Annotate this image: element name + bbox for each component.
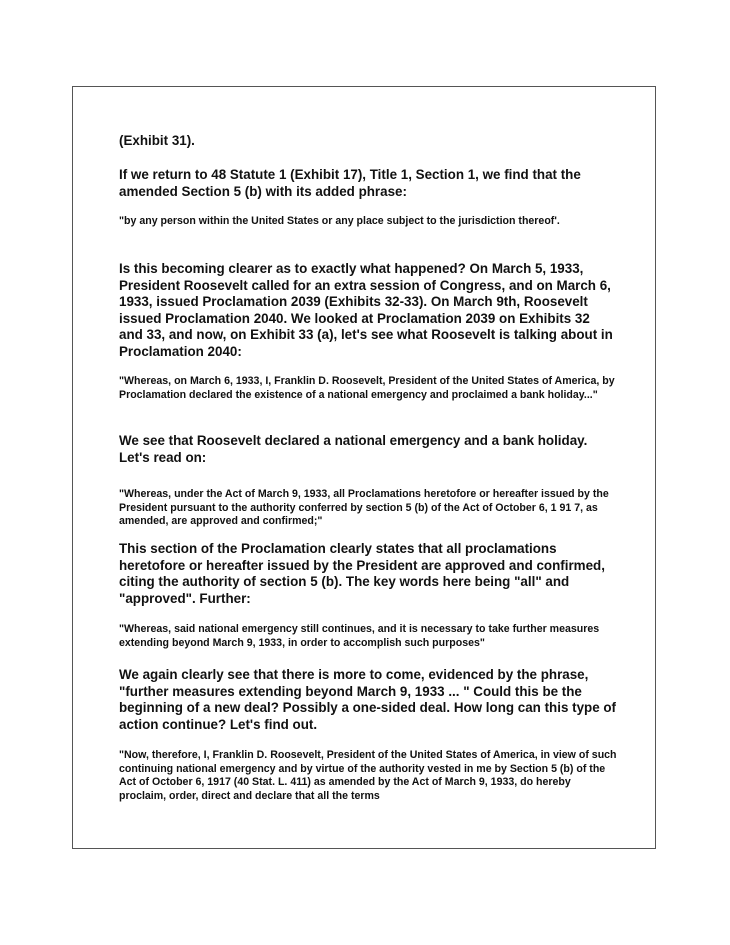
quote-national-emergency: "Whereas, on March 6, 1933, I, Franklin D. Roosevelt, President of the United States of America, by Proclamation declared the existence of a national emergency and proclaimed a bank holiday..."	[119, 375, 615, 401]
document-page	[72, 86, 656, 849]
quote-approved-confirmed: "Whereas, under the Act of March 9, 1933, all Proclamations heretofore or hereafter issued by the President pursuant to the authority conferred by section 5 (b) of the Act of October 6, 1 91 7, as amended, are approved and confirmed;"	[119, 488, 609, 528]
paragraph-key-words: This section of the Proclamation clearly states that all proclamations heretofore or hereafter issued by the President are approved and confirmed, citing the authority of section 5 (b). The key words here being "all" and "approved". Further:	[119, 541, 605, 606]
quote-jurisdiction: "by any person within the United States or any place subject to the jurisdiction thereof'.	[119, 215, 560, 227]
paragraph-proclamation-2040: Is this becoming clearer as to exactly what happened? On March 5, 1933, President Roosevelt called for an extra session of Congress, and on March 6, 1933, issued Proclamation 2039 (Exhibits 32-33). On March 9th, Roosevelt issued Proclamation 2040. We looked at Proclamation 2039 on Exhibits 32 and 33, and now, on Exhibit 33 (a), let's see what Roosevelt is talking about in Proclamation 2040:	[119, 261, 613, 359]
quote-further-measures: "Whereas, said national emergency still continues, and it is necessary to take further measures extending beyond March 9, 1933, in order to accomplish such purposes"	[119, 623, 600, 649]
paragraph-exhibit-ref: (Exhibit 31).	[119, 133, 195, 148]
paragraph-statute: If we return to 48 Statute 1 (Exhibit 17), Title 1, Section 1, we find that the amended Section 5 (b) with its added phrase:	[119, 167, 581, 199]
paragraph-new-deal: We again clearly see that there is more to come, evidenced by the phrase, "further measures extending beyond March 9, 1933 ... " Could this be the beginning of a new deal? Possibly a one-sided deal. How long can this type of action continue? Let's find out.	[119, 667, 617, 732]
paragraph-bank-holiday: We see that Roosevelt declared a national emergency and a bank holiday. Let's read on:	[119, 433, 588, 465]
quote-now-therefore: "Now, therefore, I, Franklin D. Roosevelt, President of the United States of America, in view of such continuing national emergency and by virtue of the authority vested in me by Section 5 (b) of the Act of October 6, 1917 (40 Stat. L. 411) as amended by the Act of March 9, 1933, do hereby proclaim, order, direct and declare that all the terms	[119, 749, 617, 802]
